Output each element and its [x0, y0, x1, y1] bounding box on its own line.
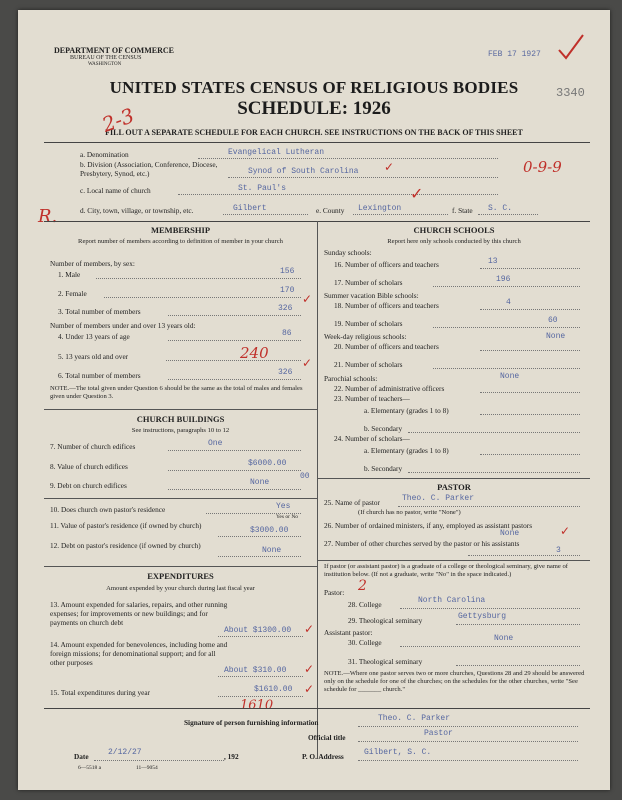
- q30-label: 30. College: [348, 638, 382, 647]
- q26-value: None: [500, 529, 520, 538]
- pastor-sub-label: Pastor:: [324, 588, 345, 597]
- membership-heading: MEMBERSHIP: [150, 225, 211, 235]
- department-heading: DEPARTMENT OF COMMERCE: [54, 46, 175, 55]
- q3-value: 326: [278, 304, 293, 313]
- q11-label: 11. Value of pastor's residence (if owned by church): [50, 521, 202, 530]
- q23b-label: b. Secondary: [364, 424, 403, 433]
- q1-value: 156: [280, 267, 295, 276]
- city-heading: WASHINGTON: [88, 62, 122, 67]
- q18-label: 18. Number of officers and teachers: [334, 301, 439, 310]
- membership-note: NOTE.—The total given under Question 6 should be the same as the total of males and females given under Question 3.: [50, 385, 303, 400]
- q29-value: Gettysburg: [458, 612, 507, 621]
- bureau-heading: BUREAU OF THE CENSUS: [70, 55, 142, 61]
- date-label: Date: [74, 752, 89, 761]
- q30-value: None: [494, 634, 514, 643]
- buildings-subheading: See instructions, paragraphs 10 to 12: [131, 427, 230, 434]
- division-label: b. Division (Association, Conference, Diocese, Presbytery, Synod, etc.): [80, 160, 218, 178]
- q10-value: Yes: [276, 502, 291, 511]
- denomination-value: Evangelical Lutheran: [228, 148, 325, 157]
- official-title-label: Official title: [308, 733, 346, 742]
- q25-value: Theo. C. Parker: [402, 494, 475, 503]
- date-value: 2/12/27: [108, 748, 142, 757]
- signature-label: Signature of person furnishing information: [184, 718, 319, 727]
- form-number: 6—5518 a: [78, 765, 102, 771]
- q27-value: 3: [556, 546, 561, 555]
- red-tick-icon: ✓: [384, 160, 395, 174]
- q6-value: 326: [278, 368, 293, 377]
- pastor-heading: PASTOR: [437, 482, 471, 492]
- q15-value: $1610.00: [254, 685, 293, 694]
- q24-label: 24. Number of scholars—: [334, 434, 410, 443]
- state-label: f. State: [452, 206, 473, 215]
- official-title-value: Pastor: [424, 729, 453, 738]
- weekday-schools-label: Week-day religious schools:: [324, 332, 407, 341]
- q20-label: 20. Number of officers and teachers: [334, 342, 439, 351]
- q11-value: $3000.00: [250, 526, 289, 535]
- q8-value: $6000.00: [248, 459, 287, 468]
- q29-label: 29. Theological seminary: [348, 616, 423, 625]
- church-name-value: St. Paul's: [238, 184, 287, 193]
- q28-value: North Carolina: [418, 596, 486, 605]
- census-schedule-sheet: [18, 10, 610, 790]
- age-heading: Number of members under and over 13 years old:: [50, 321, 196, 330]
- membership-intro: Report number of members according to definition of member in your church: [78, 238, 283, 245]
- graduate-note: If pastor (or assistant pastor) is a graduate of a college or theological seminary, give name of institution below. (If not a graduate, write "No" in the space indicated.): [324, 563, 569, 578]
- q14-label: 14. Amount expended for benevolences, including home and foreign missions; for denominational support; and for all other purposes: [50, 640, 228, 667]
- members-by-sex-label: Number of members, by sex:: [50, 259, 135, 268]
- handwritten-page-number: 2-3: [98, 103, 138, 137]
- q20-value: None: [546, 332, 566, 341]
- serial-number: 3340: [556, 86, 585, 100]
- instruction-line: FILL OUT A SEPARATE SCHEDULE FOR EACH CHURCH. SEE INSTRUCTIONS ON THE BACK OF THIS SHEET: [105, 128, 523, 137]
- yes-no-caption: Yes or No: [276, 514, 299, 520]
- date-year-suffix: , 192: [224, 752, 239, 761]
- schedule-title: SCHEDULE: 1926: [237, 98, 391, 119]
- schools-intro: Report here only schools conducted by this church: [387, 238, 521, 245]
- red-tick-icon: ✓: [304, 682, 315, 696]
- q22-label: 22. Number of administrative officers: [334, 384, 445, 393]
- form-number-secondary: 11—9054: [136, 765, 158, 771]
- q23-label: 23. Number of teachers—: [334, 394, 410, 403]
- county-label: e. County: [316, 206, 345, 215]
- q28-label: 28. College: [348, 600, 382, 609]
- q6-label: 6. Total number of members: [58, 371, 141, 380]
- q13-value: About $1300.00: [224, 626, 292, 635]
- church-schools-heading: CHURCH SCHOOLS: [413, 225, 495, 235]
- q21-label: 21. Number of scholars: [334, 360, 403, 369]
- church-name-label: c. Local name of church: [80, 186, 151, 195]
- q4-label: 4. Under 13 years of age: [58, 332, 130, 341]
- q5-handwritten-value: 240: [240, 344, 269, 362]
- q12-label: 12. Debt on pastor's residence (if owned by church): [50, 541, 201, 550]
- q10-label: 10. Does church own pastor's residence: [50, 505, 166, 514]
- q7-label: 7. Number of church edifices: [50, 442, 136, 451]
- handwritten-total: 1610: [240, 698, 274, 713]
- q2-value: 170: [280, 286, 295, 295]
- q9-value: None: [250, 478, 270, 487]
- red-tick-icon: ✓: [304, 622, 315, 636]
- q16-label: 16. Number of officers and teachers: [334, 260, 439, 269]
- form-title: UNITED STATES CENSUS OF RELIGIOUS BODIES: [109, 78, 519, 97]
- q23a-label: a. Elementary (grades 1 to 8): [364, 406, 449, 415]
- red-tick-icon: ✓: [302, 356, 313, 370]
- q9-label: 9. Debt on church edifices: [50, 481, 127, 490]
- date-stamp: FEB 17 1927: [488, 50, 541, 59]
- q19-value: 60: [548, 316, 558, 325]
- q8-label: 8. Value of church edifices: [50, 462, 128, 471]
- q7-value: One: [208, 439, 223, 448]
- q2-label: 2. Female: [58, 289, 87, 298]
- q17-value: 196: [496, 275, 511, 284]
- parochial-value: None: [500, 372, 520, 381]
- signature-value: Theo. C. Parker: [378, 714, 451, 723]
- q12-value: None: [262, 546, 282, 555]
- division-value: Synod of South Carolina: [248, 167, 359, 176]
- q19-label: 19. Number of scholars: [334, 319, 403, 328]
- handwritten-code: 0-9-9: [523, 158, 562, 176]
- red-tick-icon: ✓: [410, 186, 424, 203]
- red-tick-icon: ✓: [560, 524, 571, 538]
- q4-value: 86: [282, 329, 292, 338]
- q3-label: 3. Total number of members: [58, 307, 141, 316]
- q14-value: About $310.00: [224, 666, 287, 675]
- pastor-note: NOTE.—Where one pastor serves two or more churches, Questions 28 and 29 should be answered only on the schedule for one of the churches; on the schedules for the other churches, write "See schedule for _______ church.": [324, 670, 585, 693]
- expenditures-subheading: Amount expended by your church during last fiscal year: [106, 585, 255, 592]
- q9-cents-value: 00: [300, 472, 310, 481]
- q18-value: 4: [506, 298, 511, 307]
- q25-label: 25. Name of pastor: [324, 498, 380, 507]
- q27-label: 27. Number of other churches served by the pastor or his assistants: [324, 539, 520, 548]
- q16-value: 13: [488, 257, 498, 266]
- q24b-label: b. Secondary: [364, 464, 403, 473]
- q26-label: 26. Number of ordained ministers, if any, employed as assistant pastors: [324, 521, 533, 530]
- red-tick-icon: ✓: [304, 662, 315, 676]
- city-value: Gilbert: [233, 204, 267, 213]
- state-value: S. C.: [488, 204, 513, 213]
- county-value: Lexington: [358, 204, 402, 213]
- red-tick-icon: ✓: [302, 292, 313, 306]
- po-address-label: P. O. Address: [302, 752, 344, 761]
- q24a-label: a. Elementary (grades 1 to 8): [364, 446, 449, 455]
- q1-label: 1. Male: [58, 270, 81, 279]
- q13-label: 13. Amount expended for salaries, repairs, and other running expenses; for improvements or new buildings; and for payments on church debt: [50, 600, 228, 627]
- q25-note: (If church has no pastor, write "None"): [358, 509, 461, 516]
- handwritten-pastor-mark: 2: [358, 578, 367, 594]
- q31-label: 31. Theological seminary: [348, 657, 423, 666]
- parochial-schools-label: Parochial schools:: [324, 374, 378, 383]
- assistant-pastor-label: Assistant pastor:: [324, 628, 373, 637]
- q5-label: 5. 13 years old and over: [58, 352, 129, 361]
- red-check-mark-icon: [556, 32, 586, 62]
- sunday-schools-label: Sunday schools:: [324, 248, 372, 257]
- expenditures-heading: EXPENDITURES: [147, 571, 214, 581]
- denomination-label: a. Denomination: [80, 150, 129, 159]
- q15-label: 15. Total expenditures during year: [50, 688, 151, 697]
- city-label: d. City, town, village, or township, etc.: [80, 206, 194, 215]
- summer-schools-label: Summer vacation Bible schools:: [324, 291, 419, 300]
- po-address-value: Gilbert, S. C.: [364, 748, 432, 757]
- buildings-heading: CHURCH BUILDINGS: [136, 414, 225, 424]
- handwritten-r-mark: R.: [38, 206, 58, 227]
- q17-label: 17. Number of scholars: [334, 278, 403, 287]
